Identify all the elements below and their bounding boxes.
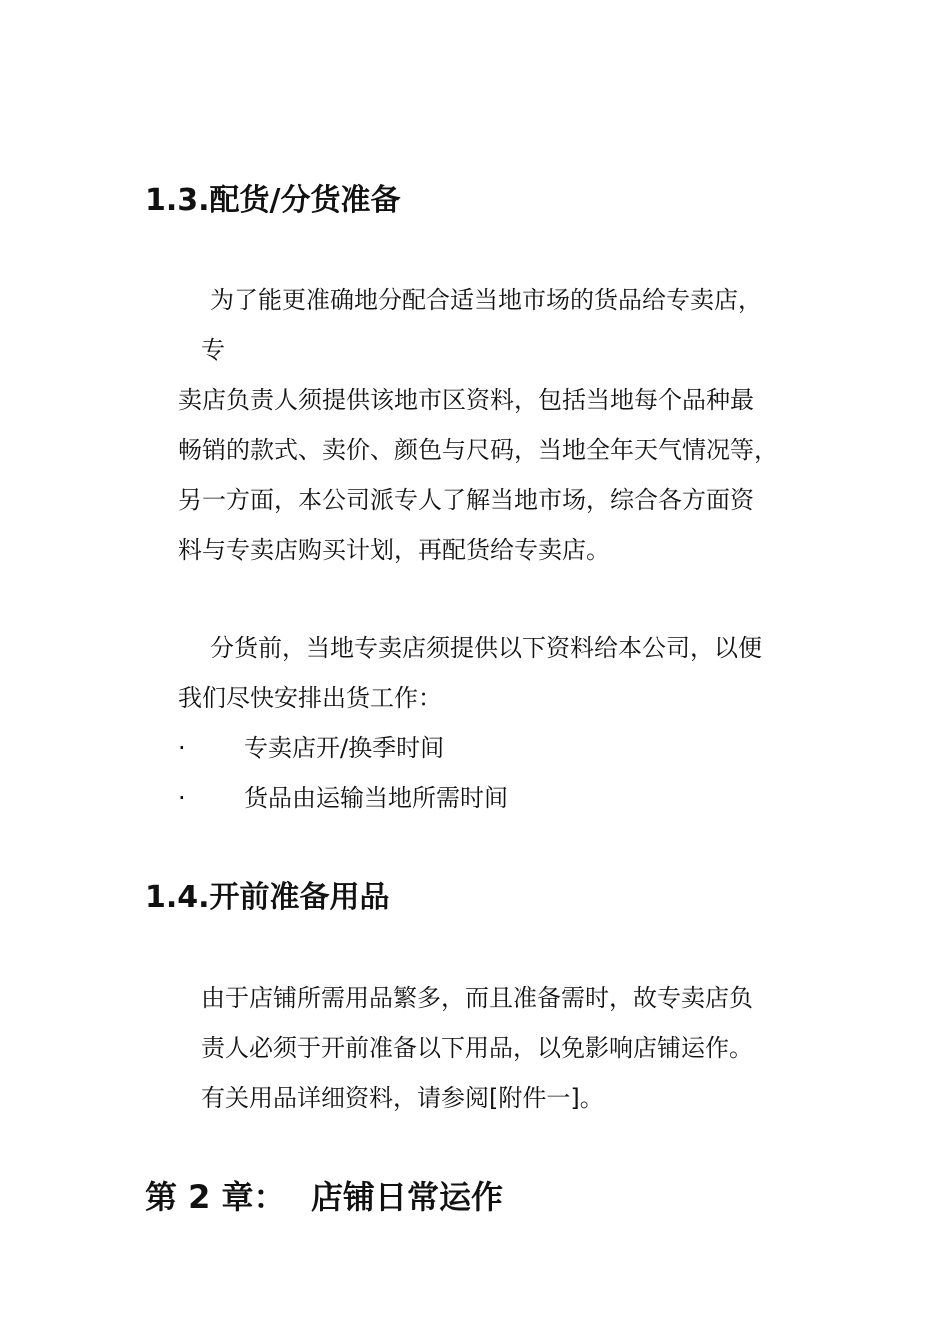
paragraph-line: 畅销的款式、卖价、颜色与尺码，当地全年天气情况等，: [178, 436, 778, 464]
section-1-4-title: 1.4.开前准备用品: [145, 880, 390, 915]
chapter-title: 店铺日常运作: [311, 1178, 504, 1216]
paragraph-line: 责人必须于开前准备以下用品，以免影响店铺运作。: [201, 1034, 753, 1062]
paragraph-line: 专: [201, 336, 225, 364]
paragraph-line: 有关用品详细资料，请参阅[附件一]。: [201, 1084, 604, 1112]
bullet-marker: ·: [178, 734, 186, 762]
list-item-text: 货品由运输当地所需时间: [244, 784, 508, 812]
list-item-text: 专卖店开/换季时间: [244, 734, 445, 762]
paragraph-line: 我们尽快安排出货工作：: [178, 684, 442, 712]
paragraph-line: 为了能更准确地分配合适当地市场的货品给专卖店，: [210, 286, 762, 314]
paragraph-line: 卖店负责人须提供该地市区资料，包括当地每个品种最: [178, 386, 754, 414]
paragraph-line: 分货前，当地专卖店须提供以下资料给本公司，以便: [210, 634, 762, 662]
paragraph-line: 料与专卖店购买计划，再配货给专卖店。: [178, 536, 610, 564]
paragraph-line: 由于店铺所需用品繁多，而且准备需时，故专卖店负: [201, 984, 753, 1012]
bullet-marker: ·: [178, 784, 186, 812]
section-1-3-title: 1.3.配货/分货准备: [145, 183, 401, 218]
paragraph-line: 另一方面，本公司派专人了解当地市场，综合各方面资: [178, 486, 754, 514]
list-item: [178, 733, 878, 763]
list-item: [178, 783, 878, 813]
chapter-number: 第 2 章：: [145, 1178, 286, 1216]
